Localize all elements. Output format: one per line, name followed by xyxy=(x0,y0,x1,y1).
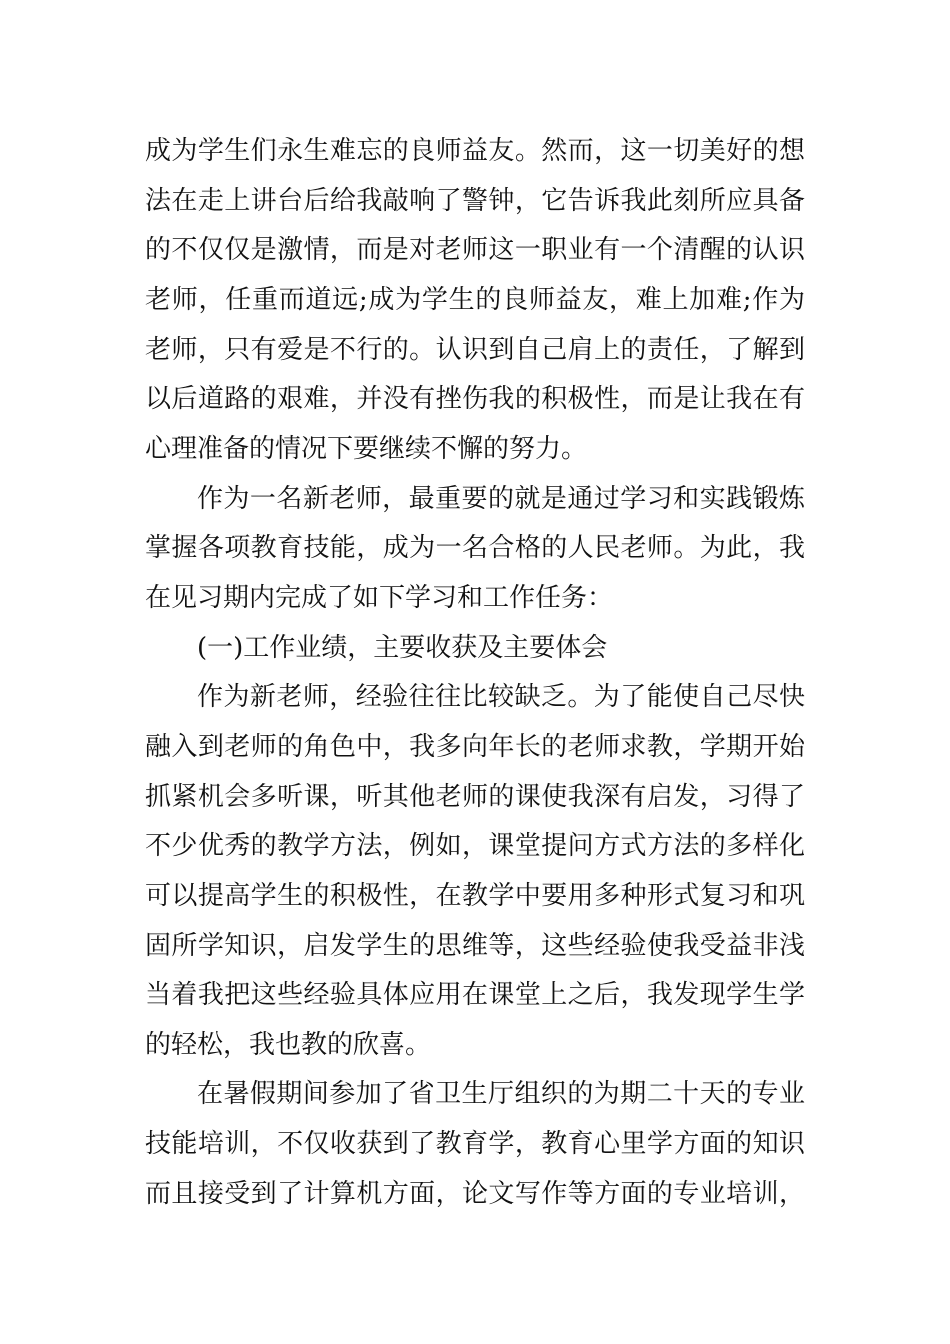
text-line: 掌握各项教育技能，成为一名合格的人民老师。为此，我 xyxy=(145,533,805,564)
section-heading xyxy=(145,624,805,674)
text-line: 而且接受到了计算机方面，论文写作等方面的专业培训， xyxy=(145,1178,805,1209)
paragraph-1 xyxy=(145,127,805,475)
text-line: 作为一名新老师，最重要的就是通过学习和实践锻炼 xyxy=(197,483,805,514)
text-line: 作为新老师，经验往往比较缺乏。为了能使自己尽快 xyxy=(197,682,805,713)
text-line: 可以提高学生的积极性，在教学中要用多种形式复习和巩 xyxy=(145,880,805,911)
text-line: 在见习期内完成了如下学习和工作任务： xyxy=(145,582,614,613)
text-line: 的轻松，我也教的欣喜。 xyxy=(145,1029,432,1060)
text-line: 技能培训，不仅收获到了教育学，教育心里学方面的知识 xyxy=(145,1129,805,1160)
text-line: 抓紧机会多听课，听其他老师的课使我深有启发，习得了 xyxy=(145,781,805,812)
paragraph-2 xyxy=(145,475,805,624)
text-line: 当着我把这些经验具体应用在课堂上之后，我发现学生学 xyxy=(145,980,805,1011)
text-line: 的不仅仅是激情，而是对老师这一职业有一个清醒的认识 xyxy=(145,235,805,266)
text-line: 成为学生们永生难忘的良师益友。然而，这一切美好的想 xyxy=(145,136,805,166)
section-heading-line: (一)工作业绩，主要收获及主要体会 xyxy=(197,632,608,663)
text-line: 老师，只有爱是不行的。认识到自己肩上的责任，了解到 xyxy=(145,334,805,365)
text-line: 在暑假期间参加了省卫生厅组织的为期二十天的专业 xyxy=(197,1079,805,1110)
text-line: 法在走上讲台后给我敲响了警钟，它告诉我此刻所应具备 xyxy=(145,185,805,216)
document-body xyxy=(145,127,805,1219)
paragraph-3 xyxy=(145,673,805,1070)
text-line: 老师，任重而道远;成为学生的良师益友，难上加难;作为 xyxy=(145,284,805,315)
paragraph-4 xyxy=(145,1070,805,1219)
text-line: 心理准备的情况下要继续不懈的努力。 xyxy=(145,433,588,464)
text-line: 固所学知识，启发学生的思维等，这些经验使我受益非浅 xyxy=(145,930,805,961)
text-line: 以后道路的艰难，并没有挫伤我的积极性，而是让我在有 xyxy=(145,384,805,415)
text-line: 不少优秀的教学方法，例如，课堂提问方式方法的多样化 xyxy=(145,831,805,862)
text-line: 融入到老师的角色中，我多向年长的老师求教，学期开始 xyxy=(145,731,805,762)
